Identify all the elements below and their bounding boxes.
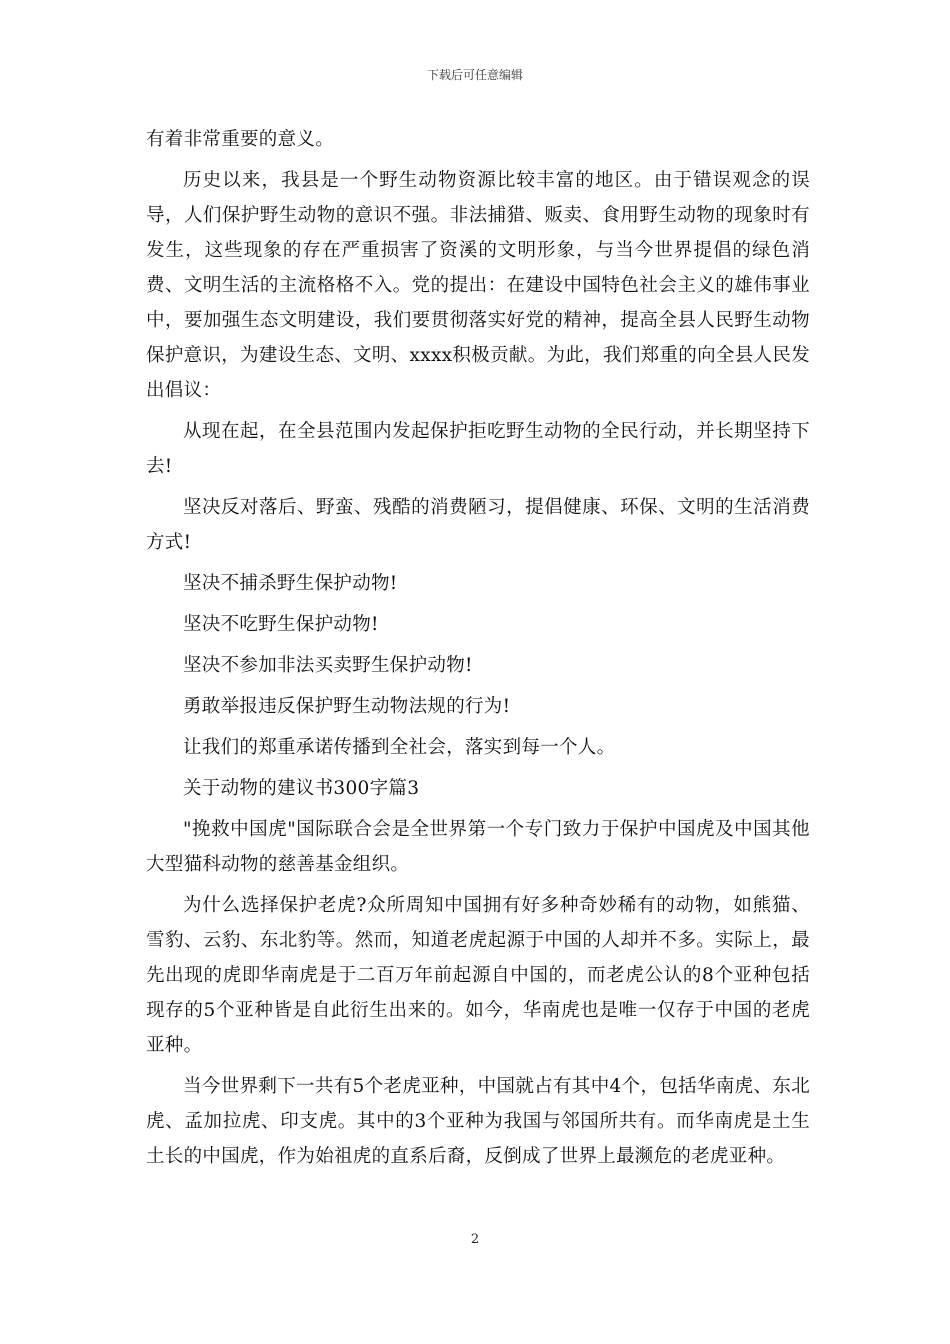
paragraph: 为什么选择保护老虎?众所周知中国拥有好多种奇妙稀有的动物，如熊猫、雪豹、云豹、东北豹等。然而，知道老虎起源于中国的人却并不多。实际上，最先出现的虎即华南虎是于二百万年前起源自中国的，而老虎公认的8个亚种包括现存的5个亚种皆是自此衍生出来的。如今，华南虎也是唯一仅存于中国的老虎亚种。 bbox=[146, 895, 810, 1056]
section-heading: 关于动物的建议书300字篇3 bbox=[183, 778, 420, 799]
paragraph: 让我们的郑重承诺传播到全社会，落实到每一个人。 bbox=[183, 737, 616, 758]
paragraph: 历史以来，我县是一个野生动物资源比较丰富的地区。由于错误观念的误导，人们保护野生动物的意识不强。非法捕猎、贩卖、食用野生动物的现象时有发生，这些现象的存在严重损害了资溪的文明形象，与当今世界提倡的绿色消费、文明生活的主流格格不入。党的提出：在建设中国特色社会主义的雄伟事业中，要加强生态文明建设，我们要贯彻落实好党的精神，提高全县人民野生动物保护意识，为建设生态、文明、xxxx积极贡献。为此，我们郑重的向全县人民发出倡议： bbox=[146, 170, 810, 401]
paragraph: 勇敢举报违反保护野生动物法规的行为! bbox=[183, 696, 511, 717]
paragraph: 坚决不捕杀野生保护动物! bbox=[183, 573, 398, 594]
paragraph: 坚决不吃野生保护动物! bbox=[183, 614, 379, 635]
paragraph: 有着非常重要的意义。 bbox=[146, 129, 335, 150]
page-number: 2 bbox=[470, 1232, 480, 1247]
paragraph: 从现在起，在全县范围内发起保护拒吃野生动物的全民行动，并长期坚持下去! bbox=[146, 421, 810, 477]
document-body bbox=[146, 122, 810, 1180]
paragraph: "挽救中国虎"国际联合会是全世界第一个专门致力于保护中国虎及中国其他大型猫科动物的慈善基金组织。 bbox=[146, 819, 810, 875]
paragraph: 坚决反对落后、野蛮、残酷的消费陋习，提倡健康、环保、文明的生活消费方式! bbox=[146, 497, 810, 553]
paragraph: 坚决不参加非法买卖野生保护动物! bbox=[183, 655, 473, 676]
paragraph: 当今世界剩下一共有5个老虎亚种，中国就占有其中4个，包括华南虎、东北虎、孟加拉虎、印支虎。其中的3个亚种为我国与邻国所共有。而华南虎是土生土长的中国虎，作为始祖虎的直系后裔，反倒成了世界上最濒危的老虎亚种。 bbox=[146, 1076, 810, 1167]
page-header: 下载后可任意编辑 bbox=[426, 68, 523, 82]
